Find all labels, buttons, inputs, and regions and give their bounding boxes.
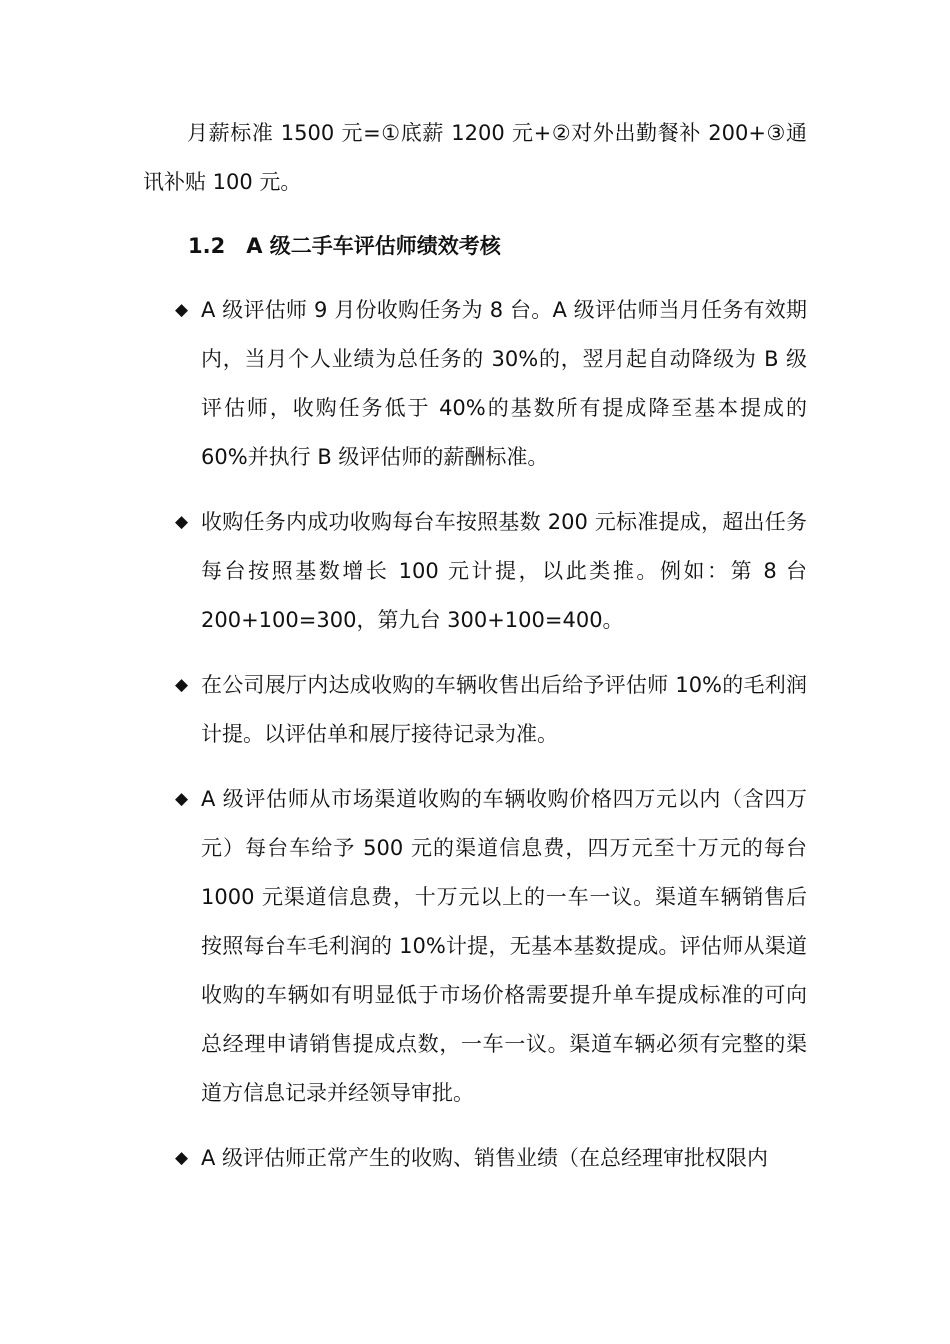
- bullet-text: A 级评估师正常产生的收购、销售业绩（在总经理审批权限内: [201, 1146, 769, 1170]
- bullet-text: 在公司展厅内达成收购的车辆收售出后给予评估师 10%的毛利润计提。以评估单和展厅接待记录为准。: [201, 673, 807, 746]
- section-heading: 1.2 A 级二手车评估师绩效考核: [188, 234, 501, 258]
- bullet-item-3: [175, 661, 807, 759]
- bullet-text: A 级评估师 9 月份收购任务为 8 台。A 级评估师当月任务有效期内，当月个人业绩为总任务的 30%的，翌月起自动降级为 B 级评估师，收购任务低于 40%的基数所有提成降至基本提成的 60%并执行 B 级评估师的薪酬标准。: [201, 298, 807, 469]
- bullet-item-5: [175, 1134, 807, 1183]
- salary-paragraph: 月薪标准 1500 元=①底薪 1200 元+②对外出勤餐补 200+③通讯补贴 100 元。: [143, 121, 807, 194]
- diamond-bullet-icon: ◆: [175, 1148, 189, 1168]
- diamond-bullet-icon: ◆: [175, 512, 189, 532]
- diamond-bullet-icon: ◆: [175, 789, 189, 809]
- bullet-text: A 级评估师从市场渠道收购的车辆收购价格四万元以内（含四万元）每台车给予 500 元的渠道信息费，四万元至十万元的每台 1000 元渠道信息费，十万元以上的一车一议。渠道车辆销售后按照每台车毛利润的 10%计提，无基本基数提成。评估师从渠道收购的车辆如有明显低于市场价格需要提升单车提成标准的可向总经理申请销售提成点数，一车一议。渠道车辆必须有完整的渠道方信息记录并经领导审批。: [201, 787, 807, 1105]
- bullet-item-1: [175, 286, 807, 482]
- diamond-bullet-icon: ◆: [175, 675, 189, 695]
- bullet-item-4: [175, 775, 807, 1118]
- bullet-text: 收购任务内成功收购每台车按照基数 200 元标准提成，超出任务每台按照基数增长 100 元计提，以此类推。例如：第 8 台 200+100=300，第九台 300+100=400。: [201, 510, 807, 632]
- bullet-item-2: [175, 498, 807, 645]
- diamond-bullet-icon: ◆: [175, 300, 189, 320]
